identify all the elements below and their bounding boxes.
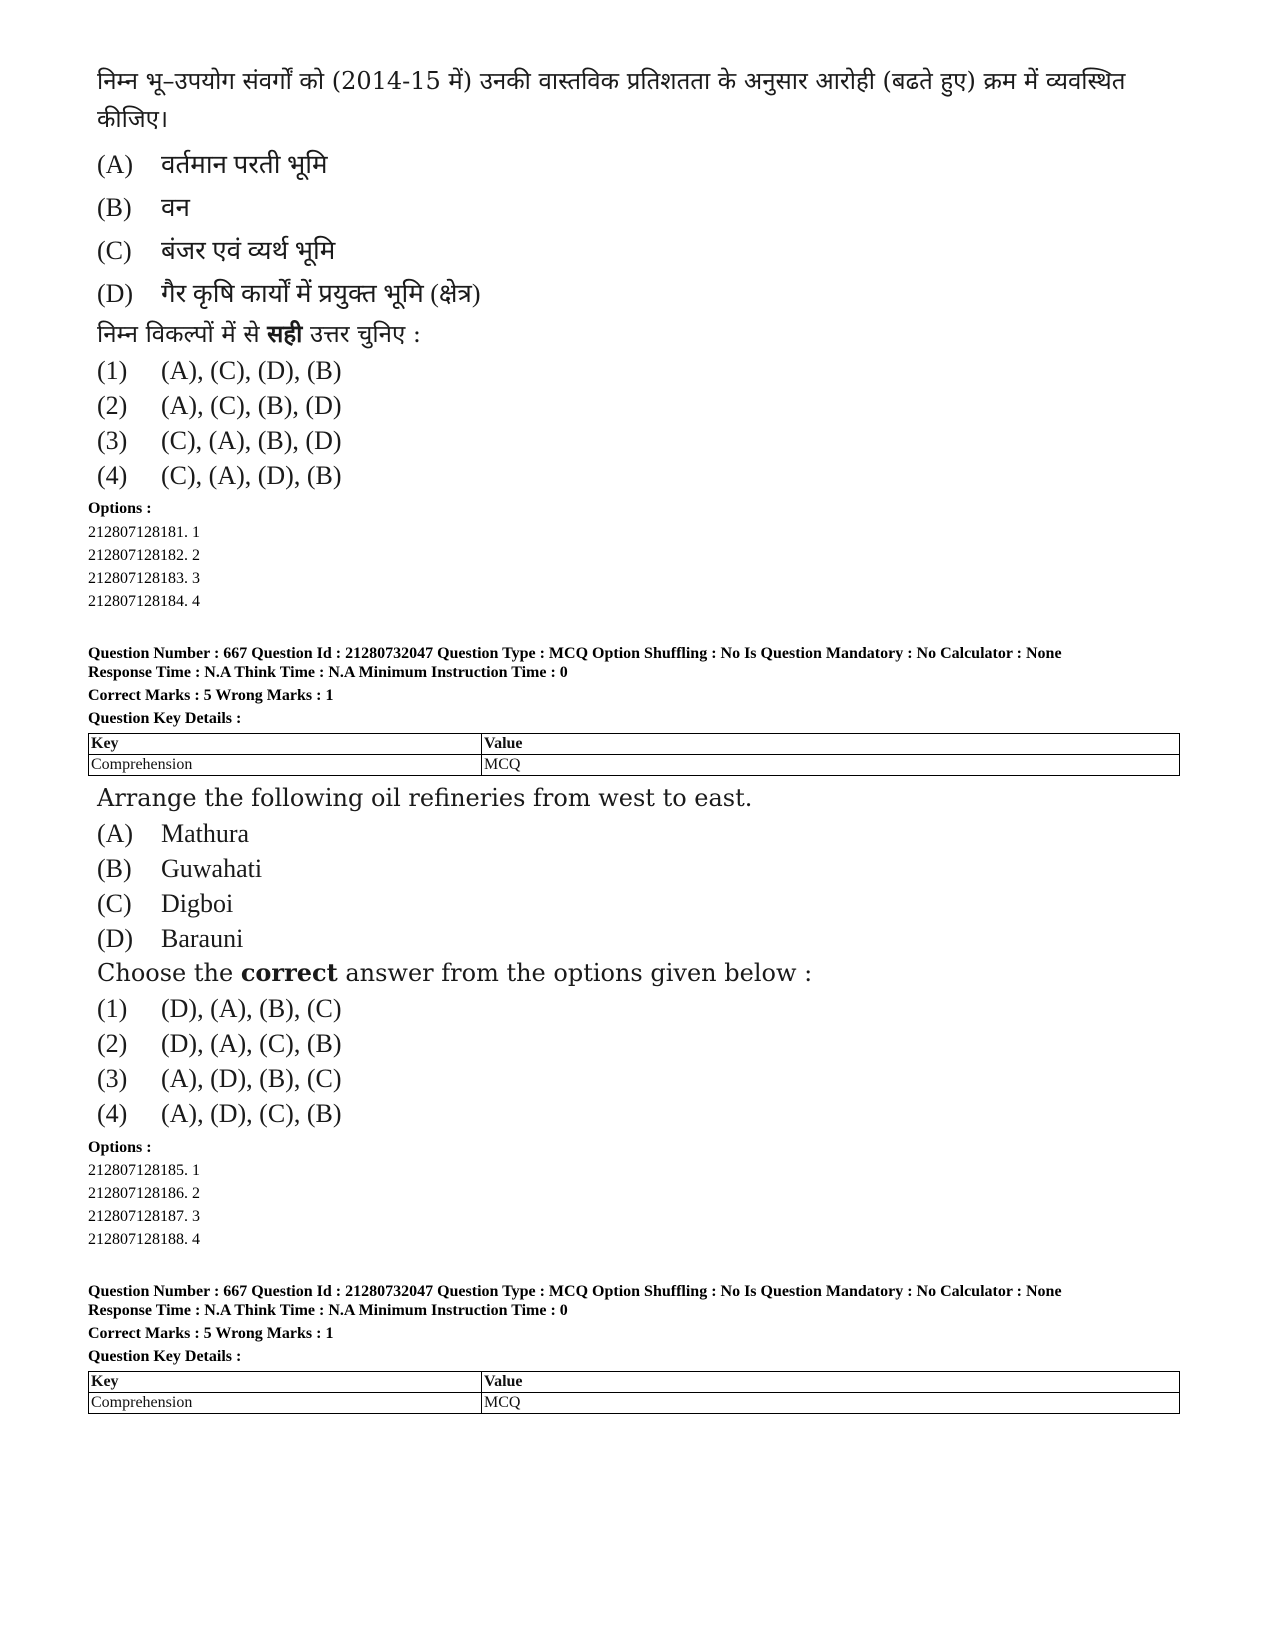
table-header-value: Value — [482, 734, 1180, 755]
item-d: (D) गैर कृषि कार्यों में प्रयुक्त भूमि (क्षेत्र) — [97, 279, 481, 308]
options-heading: Options : — [88, 500, 152, 517]
item-d: (D) Barauni — [97, 924, 244, 953]
choice-2: (2) (D), (A), (C), (B) — [97, 1029, 342, 1058]
key-details-heading: Question Key Details : — [88, 710, 242, 727]
question-meta-line-1: Question Number : 667 Question Id : 21280732047 Question Type : MCQ Option Shuffling : No Is Question Mandatory : No Calculator : None — [88, 645, 1062, 662]
key-details-heading: Question Key Details : — [88, 1348, 242, 1365]
option-line: 212807128182. 2 — [88, 547, 200, 564]
stem-line-2: कीजिए। — [97, 105, 169, 133]
key-details-table — [88, 733, 1180, 776]
question-stem-english: Arrange the following oil refineries from west to east. — [97, 784, 753, 812]
option-line: 212807128186. 2 — [88, 1185, 200, 1202]
choice-3: (3) (C), (A), (B), (D) — [97, 426, 342, 455]
choice-4: (4) (A), (D), (C), (B) — [97, 1099, 342, 1128]
table-cell-key: Comprehension — [89, 1393, 482, 1414]
choice-2: (2) (A), (C), (B), (D) — [97, 391, 342, 420]
instruction-hindi: निम्न विकल्पों में से सही उत्तर चुनिए : — [97, 319, 421, 348]
table-row — [89, 734, 1180, 755]
table-row — [89, 1372, 1180, 1393]
option-line: 212807128187. 3 — [88, 1208, 200, 1225]
table-cell-value: MCQ — [482, 755, 1180, 776]
table-header-value: Value — [482, 1372, 1180, 1393]
option-line: 212807128184. 4 — [88, 593, 200, 610]
choice-1: (1) (A), (C), (D), (B) — [97, 356, 342, 385]
key-details-table — [88, 1371, 1180, 1414]
item-b: (B) Guwahati — [97, 854, 263, 883]
item-b: (B) वन — [97, 193, 190, 222]
choice-4: (4) (C), (A), (D), (B) — [97, 461, 342, 490]
stem-line-1: निम्न भू–उपयोग संवर्गों को (2014-15 में) उनकी वास्तविक प्रतिशतता के अनुसार आरोही (बढते हुए) क्रम में व्यवस्थित — [97, 67, 1126, 95]
item-a: (A) Mathura — [97, 819, 250, 848]
question-meta-line-2: Response Time : N.A Think Time : N.A Minimum Instruction Time : 0 — [88, 1302, 568, 1319]
question-meta-line-2: Response Time : N.A Think Time : N.A Minimum Instruction Time : 0 — [88, 664, 568, 681]
table-cell-value: MCQ — [482, 1393, 1180, 1414]
choice-3: (3) (A), (D), (B), (C) — [97, 1064, 342, 1093]
options-heading: Options : — [88, 1139, 152, 1156]
option-line: 212807128188. 4 — [88, 1231, 200, 1248]
option-line: 212807128183. 3 — [88, 570, 200, 587]
marks-line: Correct Marks : 5 Wrong Marks : 1 — [88, 1325, 334, 1342]
table-row — [89, 1393, 1180, 1414]
item-a: (A) वर्तमान परती भूमि — [97, 150, 328, 179]
marks-line: Correct Marks : 5 Wrong Marks : 1 — [88, 687, 334, 704]
table-header-key: Key — [89, 1372, 482, 1393]
question-stem-hindi — [97, 62, 1197, 138]
item-c: (C) Digboi — [97, 889, 234, 918]
table-header-key: Key — [89, 734, 482, 755]
table-cell-key: Comprehension — [89, 755, 482, 776]
choice-1: (1) (D), (A), (B), (C) — [97, 994, 342, 1023]
option-line: 212807128185. 1 — [88, 1162, 200, 1179]
table-row — [89, 755, 1180, 776]
instruction-english: Choose the correct answer from the options given below : — [97, 958, 813, 987]
question-meta-line-1: Question Number : 667 Question Id : 21280732047 Question Type : MCQ Option Shuffling : No Is Question Mandatory : No Calculator : None — [88, 1283, 1062, 1300]
item-c: (C) बंजर एवं व्यर्थ भूमि — [97, 236, 336, 265]
option-line: 212807128181. 1 — [88, 524, 200, 541]
